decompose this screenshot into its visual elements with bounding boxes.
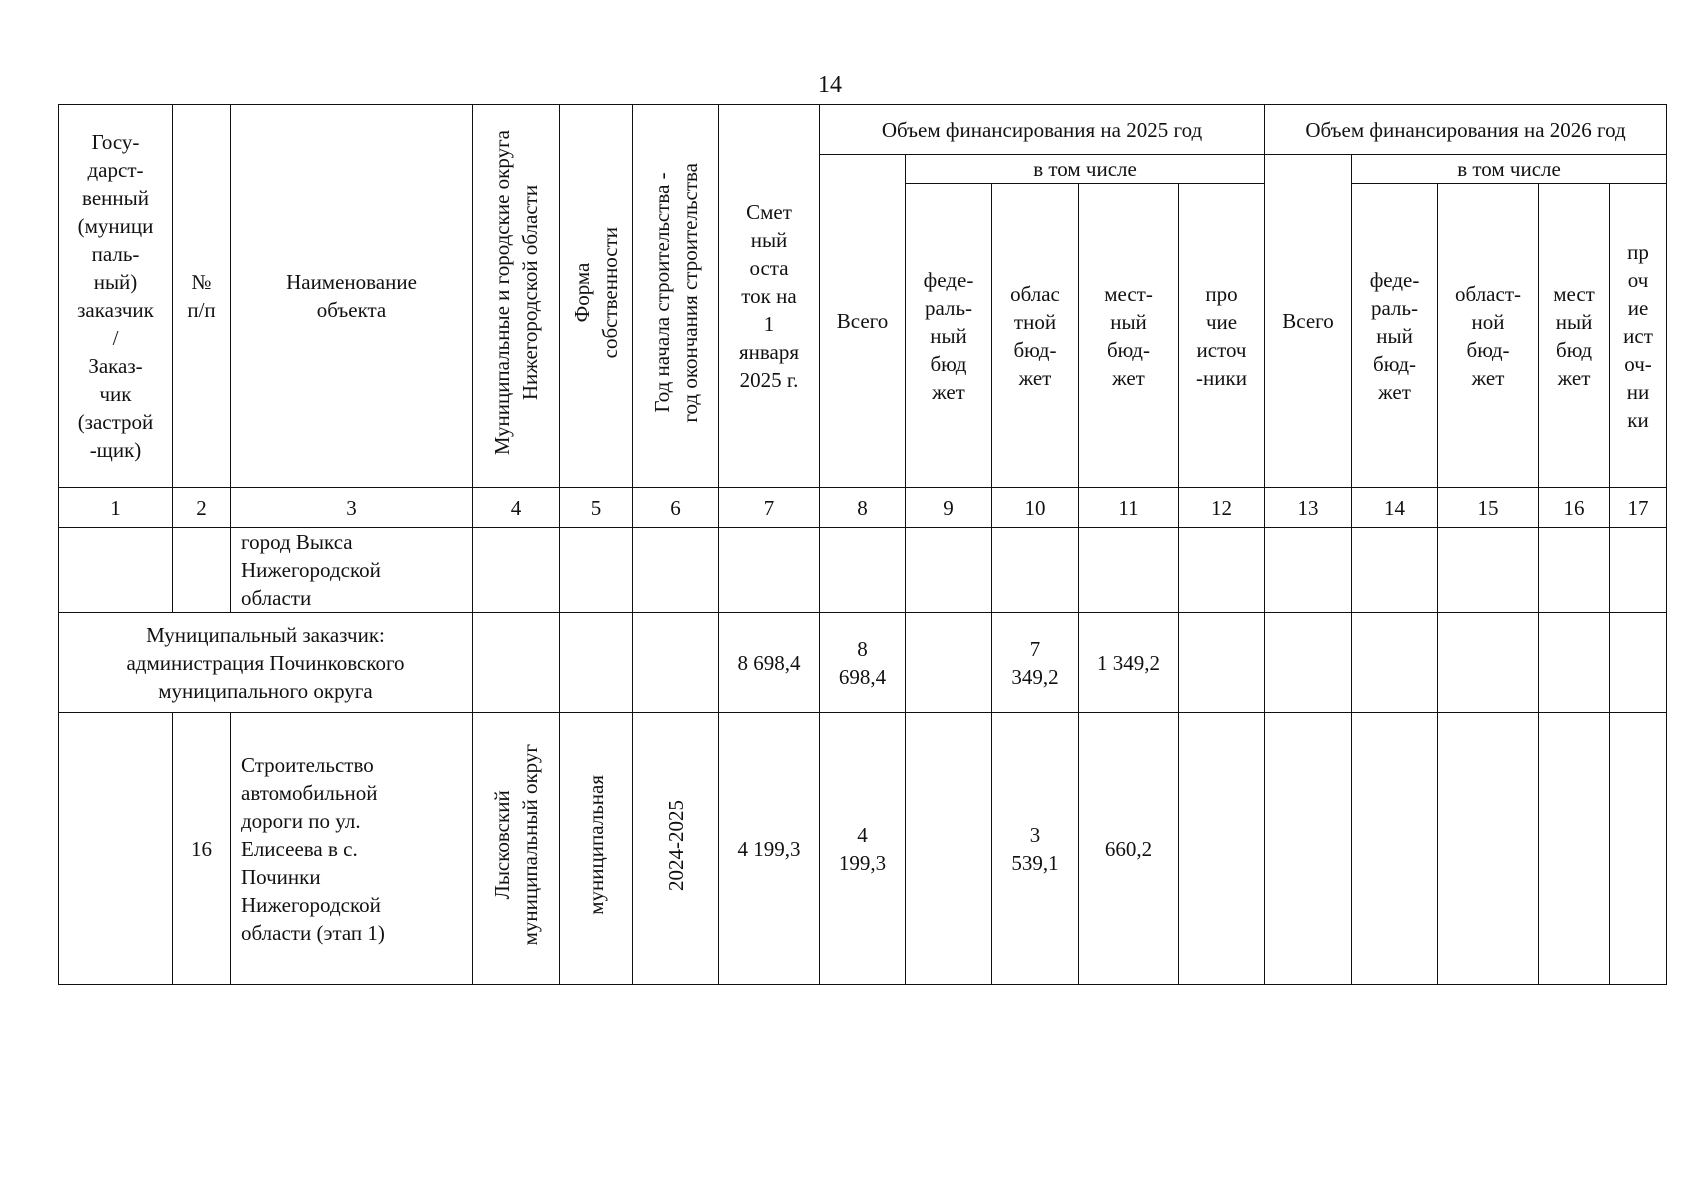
header-federal-2026: феде- раль- ный бюд- жет [1352,184,1438,488]
header-regional-2026: област- ной бюд- жет [1438,184,1539,488]
empty-cell [906,713,992,985]
header-regional-2025: облас тной бюд- жет [992,184,1079,488]
column-number: 11 [1079,488,1179,528]
municipal-customer: Муниципальный заказчик: администрация Починковского муниципального округа [59,613,473,713]
empty-cell [1352,613,1438,713]
header-estimate: Смет ный оста ток на 1 января 2025 г. [719,105,820,488]
regional-2025: 3 539,1 [992,713,1079,985]
header-customer: Госу- дарст- венный (муници паль- ный) заказчик / Заказ- чик (застрой -щик) [59,105,173,488]
empty-cell [820,528,906,613]
header-local-2025: мест- ный бюд- жет [1079,184,1179,488]
column-number: 6 [633,488,719,528]
column-number: 8 [820,488,906,528]
empty-cell [906,613,992,713]
column-number: 5 [560,488,633,528]
empty-cell [560,613,633,713]
column-number: 14 [1352,488,1438,528]
header-other-2025: про чие источ -ники [1179,184,1265,488]
estimate-balance: 4 199,3 [719,713,820,985]
empty-cell [1352,528,1438,613]
empty-cell [1438,713,1539,985]
page-number: 14 [818,72,842,98]
empty-cell [473,528,560,613]
column-number: 12 [1179,488,1265,528]
header-districts [473,105,560,488]
local-2025: 660,2 [1079,713,1179,985]
header-financing-2025: Объем финансирования на 2025 год [820,105,1265,155]
table-row [59,613,1667,713]
empty-cell [173,528,231,613]
header-ownership-text: Форма собственности [570,226,622,359]
object-name: Строительство автомобильной дороги по ул. Елисеева в с. Починки Нижегородской области (этап 1) [231,713,473,985]
object-name-continuation: город Выкса Нижегородской области [231,528,473,613]
header-total-2026: Всего [1265,155,1352,488]
empty-cell [1352,713,1438,985]
empty-cell [1179,613,1265,713]
empty-cell [1539,713,1610,985]
empty-cell [1265,613,1352,713]
empty-cell [1438,613,1539,713]
column-number: 15 [1438,488,1539,528]
header-districts-text: Муниципальные и городские округа Нижегородской области [490,129,542,456]
header-number: № п/п [173,105,231,488]
header-including-2025: в том числе [906,155,1265,184]
header-federal-2025: феде- раль- ный бюд жет [906,184,992,488]
column-number: 1 [59,488,173,528]
column-number: 9 [906,488,992,528]
ownership-cell [560,713,633,985]
empty-cell [59,528,173,613]
empty-cell [1610,528,1667,613]
header-including-2026: в том числе [1352,155,1667,184]
header-years [633,105,719,488]
empty-cell [633,528,719,613]
empty-cell [1179,713,1265,985]
column-number: 13 [1265,488,1352,528]
column-number: 16 [1539,488,1610,528]
item-number: 16 [173,713,231,985]
column-number-row [59,488,1667,528]
empty-cell [1539,613,1610,713]
empty-cell [560,528,633,613]
column-number: 17 [1610,488,1667,528]
empty-cell [992,528,1079,613]
investment-table [58,104,1667,985]
estimate-balance: 8 698,4 [719,613,820,713]
column-number: 7 [719,488,820,528]
total-2025: 4 199,3 [820,713,906,985]
empty-cell [1179,528,1265,613]
empty-cell [1265,713,1352,985]
empty-cell [1539,528,1610,613]
district-cell [473,713,560,985]
ownership-type: муниципальная [584,775,608,915]
header-financing-2026: Объем финансирования на 2026 год [1265,105,1667,155]
column-number: 2 [173,488,231,528]
total-2025: 8 698,4 [820,613,906,713]
column-number: 3 [231,488,473,528]
header-other-2026: пр оч ие ист оч- ни ки [1610,184,1667,488]
district-name: Лысковский муниципальный округ [490,744,542,946]
empty-cell [473,613,560,713]
header-total-2025: Всего [820,155,906,488]
empty-cell [1610,613,1667,713]
column-number: 4 [473,488,560,528]
empty-cell [906,528,992,613]
construction-years: 2024-2025 [663,799,688,891]
regional-2025: 7 349,2 [992,613,1079,713]
empty-cell [1438,528,1539,613]
empty-cell [1079,528,1179,613]
empty-cell [633,613,719,713]
empty-cell [59,713,173,985]
column-number: 10 [992,488,1079,528]
years-cell [633,713,719,985]
empty-cell [719,528,820,613]
table-row [59,713,1667,985]
local-2025: 1 349,2 [1079,613,1179,713]
empty-cell [1265,528,1352,613]
header-years-text: Год начала строительства - год окончания строительства [649,162,702,423]
empty-cell [1610,713,1667,985]
header-object-name: Наименование объекта [231,105,473,488]
header-ownership [560,105,633,488]
header-local-2026: мест ный бюд жет [1539,184,1610,488]
table-row [59,528,1667,613]
